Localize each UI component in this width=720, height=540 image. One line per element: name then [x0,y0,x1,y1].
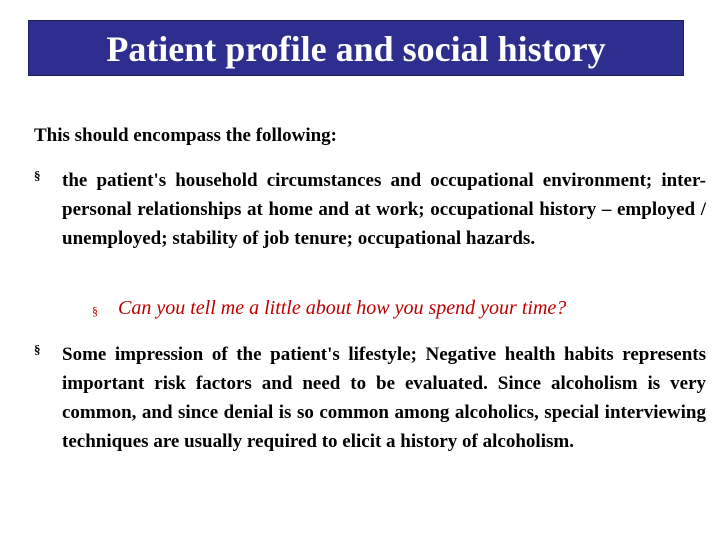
sub-bullet-item [92,296,566,320]
bullet-marker-icon: § [34,168,41,183]
slide-title: Patient profile and social history [106,29,606,69]
bullet-item-1 [34,166,706,253]
sub-bullet-text: Can you tell me a little about how you spend your time? [118,297,567,319]
bullet-text: the patient's household circumstances and occupational environment; inter-personal relationships at home and at work; occupational history – employed / unemployed; stability of job tenure; occupational hazards. [62,170,706,249]
intro-text: This should encompass the following: [34,125,338,146]
title-bar [28,20,684,76]
bullet-marker-icon: § [34,342,41,357]
bullet-item-2 [34,340,706,456]
bullet-text: Some impression of the patient's lifestyle; Negative health habits represents important risk factors and need to be evaluated. Since alcoholism is very common, and since denial is so common among alcoholics, special interviewing techniques are usually required to elicit a history of alcoholism. [62,344,706,452]
sub-bullet-marker-icon: § [92,304,98,318]
